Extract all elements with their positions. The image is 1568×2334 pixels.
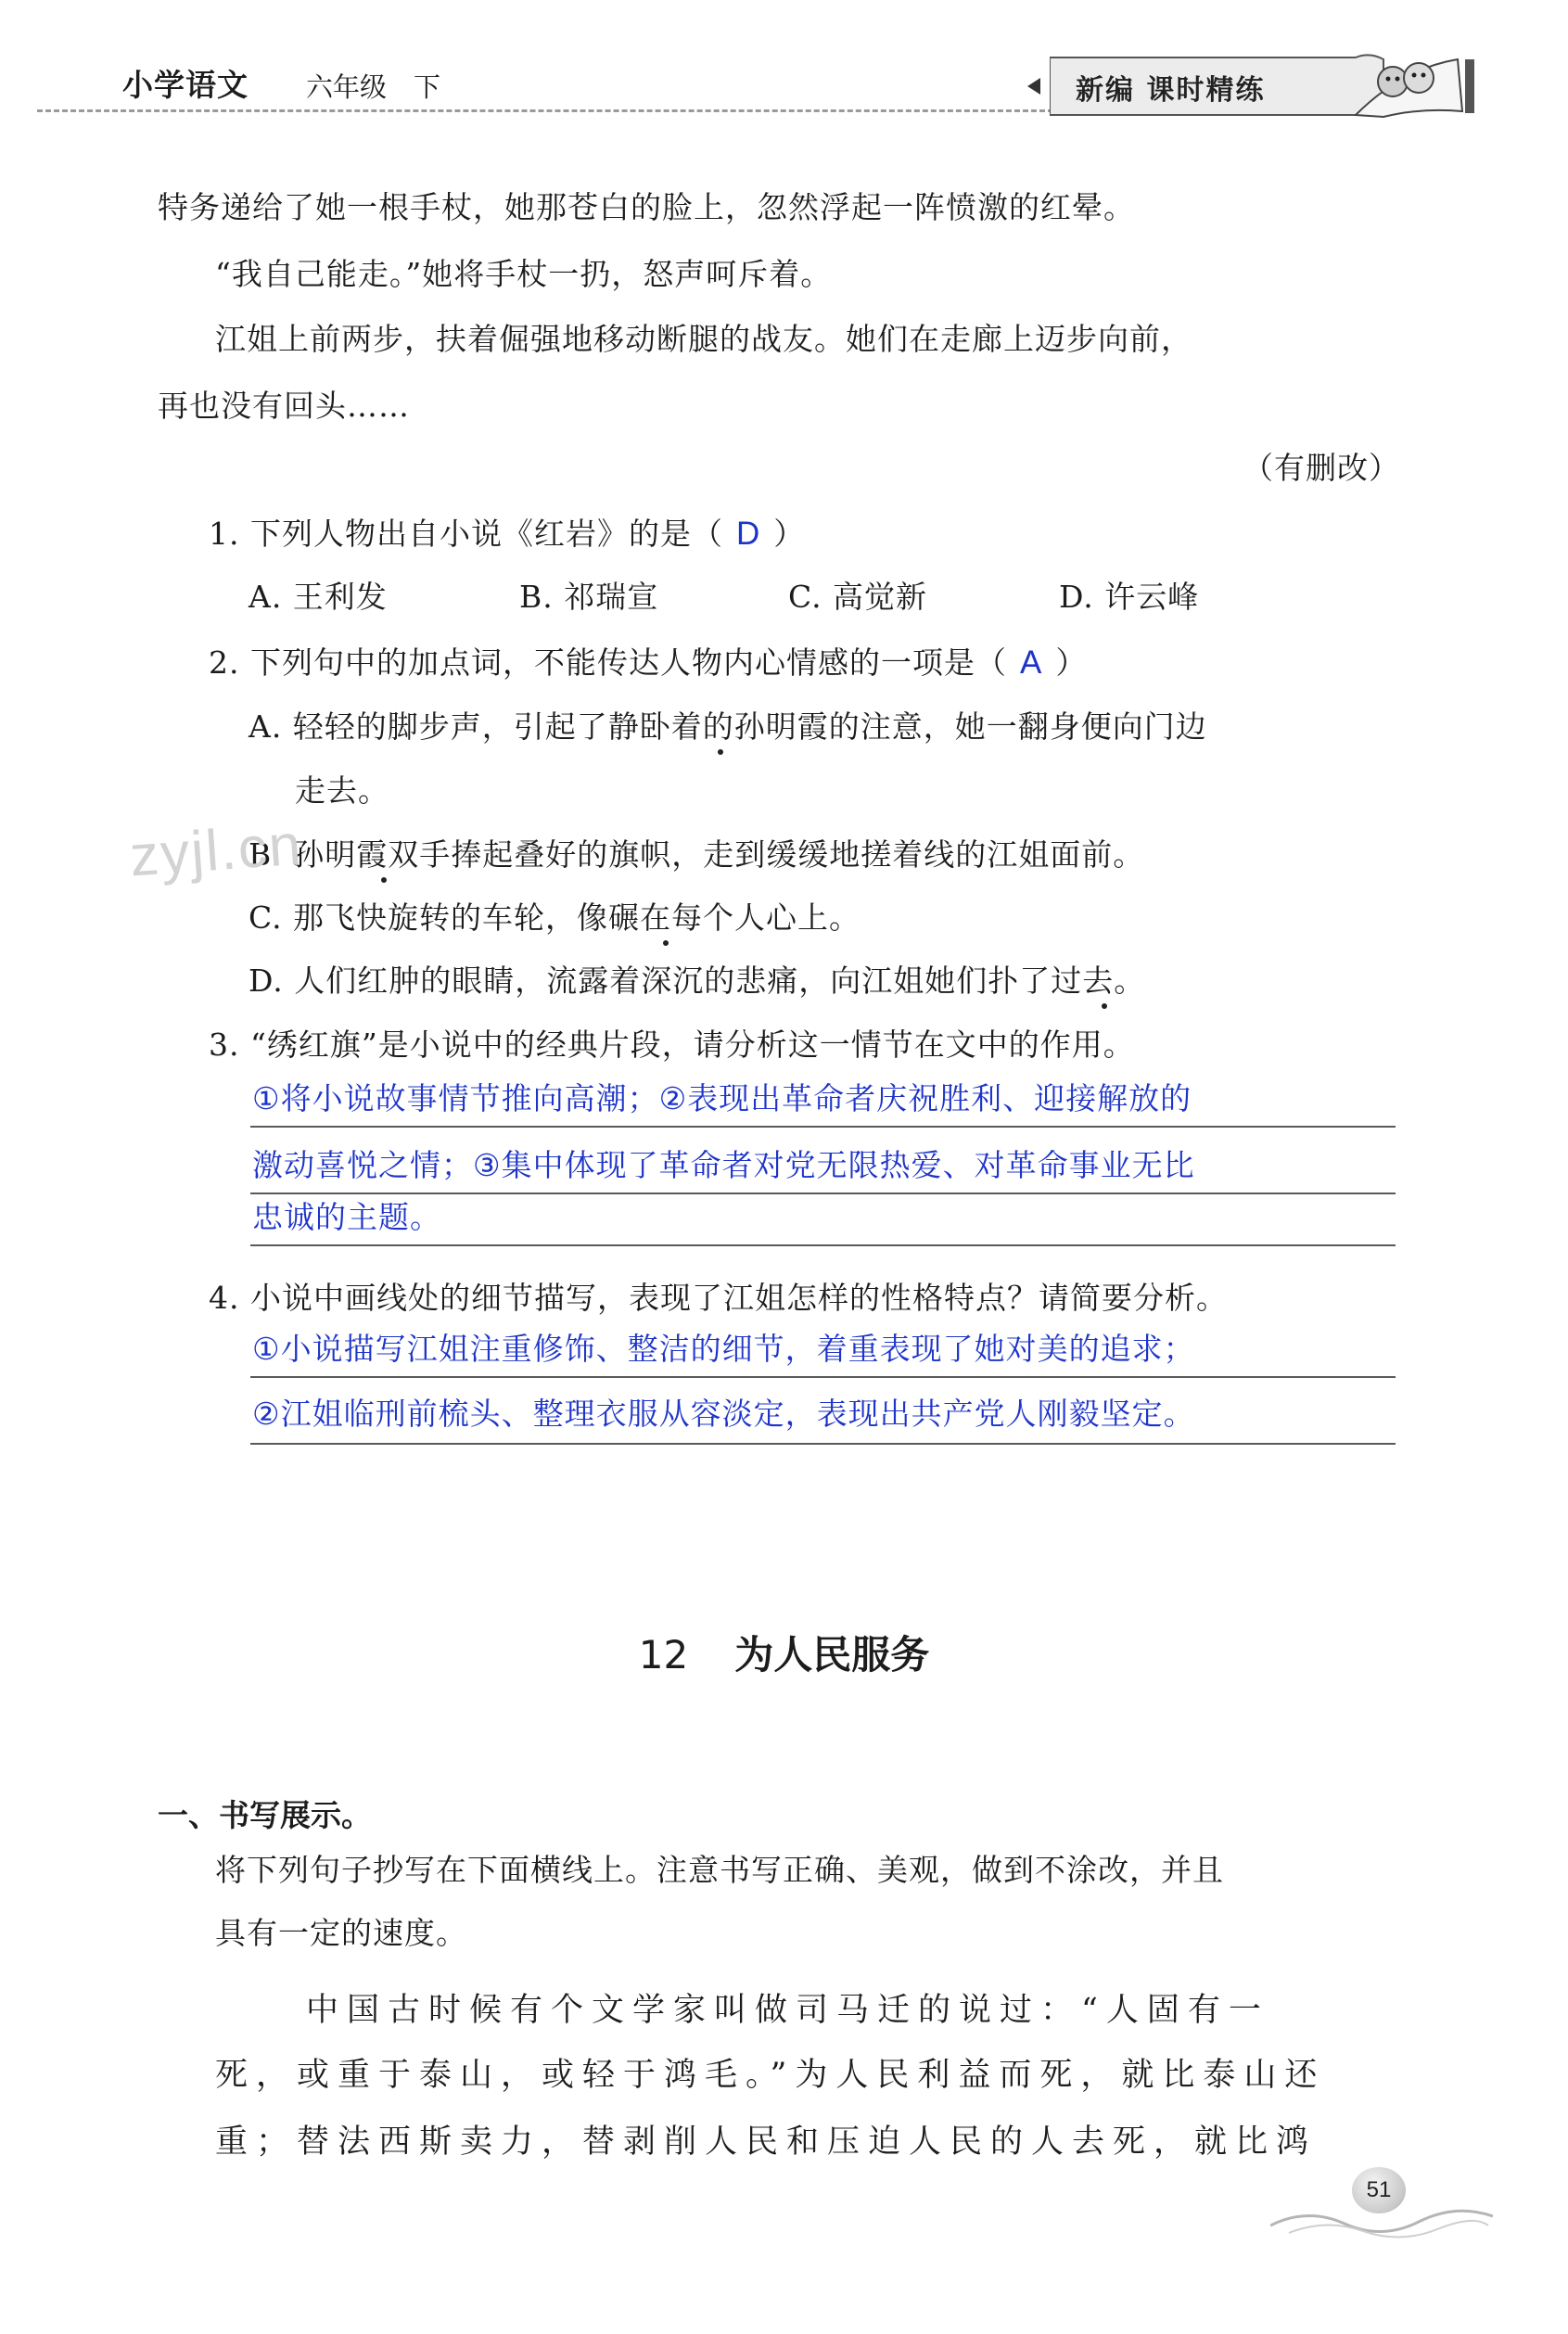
lesson-name: 为人民服务 <box>734 1632 930 1677</box>
passage-line-1: 特务递给了她一根手杖，她那苍白的脸上，忽然浮起一阵愤激的红晕。 <box>158 189 1135 225</box>
lesson-title <box>0 1625 1568 1680</box>
q2-option-a-line2: 走去。 <box>295 772 389 809</box>
q4-answer-line-1: ①小说描写江姐注重修饰、整洁的细节，着重表现了她对美的追求； <box>252 1331 1195 1367</box>
passage-line-3: 江姐上前两步，扶着倔强地移动断腿的战友。她们在走廊上迈步向前， <box>215 321 1192 357</box>
q2-answer: A <box>1019 644 1043 681</box>
section-instruction-line-2: 具有一定的速度。 <box>215 1915 467 1951</box>
q1-option-a: A. 王利发 <box>249 579 388 615</box>
answer-rule <box>250 1443 1396 1445</box>
emphasis-dot <box>1102 1003 1107 1009</box>
header-divider <box>37 109 1062 112</box>
copy-text-line-1: 中国古时候有个文学家叫做司马迁的说过：“人固有一 <box>306 1992 1269 2029</box>
lesson-number: 12 <box>638 1632 689 1677</box>
q3-answer-line-2: 激动喜悦之情；③集中体现了革命者对党无限热爱、对革命事业无比 <box>252 1147 1195 1183</box>
section-instruction-line-1: 将下列句子抄写在下面横线上。注意书写正确、美观，做到不涂改，并且 <box>215 1852 1224 1888</box>
section-heading: 一、书写展示。 <box>158 1797 372 1833</box>
q2-option-a-line1: A. 轻轻的脚步声，引起了静卧着的孙明霞的注意，她一翻身便向门边 <box>249 708 1207 745</box>
answer-rule <box>250 1126 1396 1128</box>
copy-text-line-2: 死，或重于泰山，或轻于鸿毛。”为人民利益而死，就比泰山还 <box>215 2057 1326 2094</box>
q3-stem: 3. “绣红旗”是小说中的经典片段，请分析这一情节在文中的作用。 <box>209 1027 1135 1063</box>
q1-stem: 1. 下列人物出自小说《红岩》的是（ D ） <box>209 516 806 552</box>
header-series: 新编 课时精练 <box>1076 74 1266 107</box>
q2-option-d: D. 人们红肿的眼睛，流露着深沉的悲痛，向江姐她们扑了过去。 <box>249 963 1146 999</box>
q2-stem: 2. 下列句中的加点词，不能传达人物内心情感的一项是（ A ） <box>209 644 1088 681</box>
emphasis-dot <box>381 877 387 883</box>
passage-line-2: “我自己能走。”她将手杖一扔，怒声呵斥着。 <box>215 256 833 292</box>
q1-option-b: B. 祁瑞宣 <box>519 579 659 615</box>
q2-option-b: B. 孙明霞双手捧起叠好的旗帜，走到缓缓地搓着线的江姐面前。 <box>249 836 1145 873</box>
header-arrow-icon <box>1027 78 1040 95</box>
q3-answer-line-3: 忠诚的主题。 <box>252 1199 441 1235</box>
q1-option-d: D. 许云峰 <box>1059 579 1200 615</box>
answer-rule <box>250 1376 1396 1378</box>
q1-option-c: C. 高觉新 <box>788 579 928 615</box>
answer-rule <box>250 1244 1396 1246</box>
q3-answer-line-1: ①将小说故事情节推向高潮；②表现出革命者庆祝胜利、迎接解放的 <box>252 1080 1192 1116</box>
header-grade: 六年级 下 <box>306 71 441 103</box>
source-note: （有删改） <box>1243 450 1400 486</box>
watermark-text: zyjl.cn <box>127 812 305 889</box>
q4-answer-line-2: ②江姐临刑前梳头、整理衣服从容淡定，表现出共产党人刚毅坚定。 <box>252 1396 1195 1432</box>
answer-rule <box>250 1193 1396 1194</box>
emphasis-dot <box>718 749 723 755</box>
passage-line-4: 再也没有回头…… <box>158 388 410 424</box>
q2-option-c: C. 那飞快旋转的车轮，像碾在每个人心上。 <box>249 899 861 936</box>
page-number: 51 <box>1352 2167 1406 2213</box>
header-subject: 小学语文 <box>122 67 249 103</box>
q4-stem: 4. 小说中画线处的细节描写，表现了江姐怎样的性格特点？请简要分析。 <box>209 1280 1228 1316</box>
emphasis-dot <box>663 940 669 946</box>
copy-text-line-3: 重；替法西斯卖力，替剥削人民和压迫人民的人去死，就比鸿 <box>215 2124 1318 2161</box>
q1-answer: D <box>735 516 761 552</box>
